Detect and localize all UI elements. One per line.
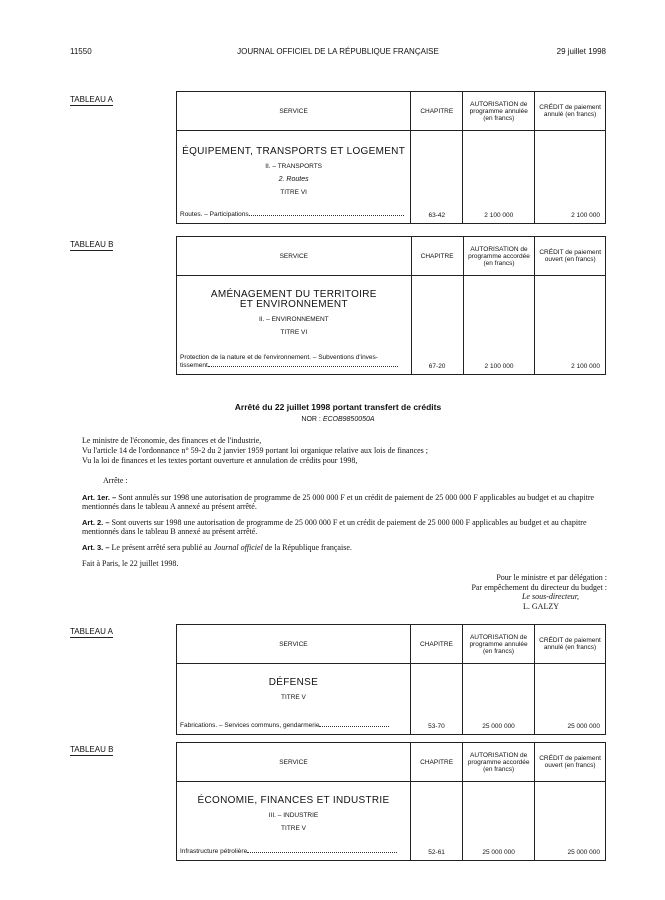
budget-line-2: tissement — [180, 362, 208, 369]
header-chapitre: CHAPITRE — [411, 743, 463, 782]
budget-table-a2 — [176, 624, 606, 735]
header-credit: CRÉDIT de paiement annulé (en francs) — [535, 92, 606, 131]
signature-block — [471, 573, 607, 611]
autorisation-value: 25 000 000 — [463, 664, 535, 735]
service-cell — [177, 276, 412, 375]
chapitre-value: 63-42 — [411, 131, 463, 224]
service-cell — [177, 664, 411, 735]
table-label: TABLEAU B — [70, 745, 114, 754]
ministry-name: ÉQUIPEMENT, TRANSPORTS ET LOGEMENT — [182, 146, 406, 157]
arrete-title: Arrêté du 22 juillet 1998 portant transfert de crédits — [234, 402, 442, 412]
preamble-3: Vu la loi de finances et les textes portant ouverture et annulation de crédits pour 1998, — [82, 456, 358, 465]
nor-code: ECOB9850050A — [322, 416, 375, 423]
section-name: III. – INDUSTRIE — [268, 812, 319, 819]
ministry-name: ÉCONOMIE, FINANCES ET INDUSTRIE — [197, 795, 390, 806]
header-autorisation: AUTORISATION de programme annulée (en francs) — [463, 92, 535, 131]
header-chapitre: CHAPITRE — [411, 92, 463, 131]
article-3 — [82, 543, 608, 552]
budget-line: Infrastructure pétrolière — [180, 848, 248, 855]
ministry-name: DÉFENSE — [268, 677, 319, 688]
section-name: II. – ENVIRONNEMENT — [258, 316, 329, 323]
header-service: SERVICE — [177, 237, 412, 276]
header-chapitre: CHAPITRE — [411, 237, 463, 276]
subsection-name: 2. Routes — [278, 176, 309, 183]
credit-value: 2 100 000 — [535, 276, 606, 375]
nor-label: NOR : — [301, 416, 321, 423]
header-service: SERVICE — [177, 92, 411, 131]
article-2-label: Art. 2. – — [82, 518, 110, 527]
article-2 — [82, 518, 608, 536]
budget-table-b1 — [176, 236, 606, 375]
service-cell — [177, 782, 411, 861]
header-credit: CRÉDIT de paiement annulé (en francs) — [535, 625, 606, 664]
journal-title: JOURNAL OFFICIEL DE LA RÉPUBLIQUE FRANÇAISE — [237, 47, 439, 56]
header-service: SERVICE — [177, 743, 411, 782]
article-1-label: Art. 1er. – — [82, 493, 117, 502]
header-credit: CRÉDIT de paiement ouvert (en francs) — [535, 743, 606, 782]
article-3-text-a: Le présent arrêté sera publié au — [111, 543, 214, 552]
issue-date: 29 juillet 1998 — [556, 47, 606, 56]
credit-value: 25 000 000 — [535, 782, 606, 861]
titre-label: TITRE VI — [280, 329, 308, 336]
preamble-2: Vu l'article 14 de l'ordonnance n° 59-2 du 2 janvier 1959 portant loi organique relative aux lois de finances ; — [82, 446, 429, 455]
article-1 — [82, 493, 608, 511]
article-3-label: Art. 3. – — [82, 543, 110, 552]
header-service: SERVICE — [177, 625, 411, 664]
budget-line-1: Protection de la nature et de l'environnement. – Subventions d'inves- — [180, 354, 378, 361]
titre-label: TITRE VI — [280, 189, 307, 196]
signature-name: L. GALZY — [523, 601, 559, 611]
service-cell — [177, 131, 411, 224]
budget-line: Fabrications. – Services communs, gendarmerie — [180, 722, 320, 729]
table-label: TABLEAU B — [70, 240, 114, 249]
signature-line-3: Le sous-directeur, — [521, 592, 579, 601]
autorisation-value: 2 100 000 — [463, 131, 535, 224]
budget-line: Routes. – Participations — [180, 211, 249, 218]
ministry-name-line1: AMÉNAGEMENT DU TERRITOIRE — [210, 289, 377, 300]
budget-table-b2 — [176, 742, 606, 861]
credit-value: 2 100 000 — [535, 131, 606, 224]
article-2-text: Sont ouverts sur 1998 une autorisation de programme de 25 000 000 F et un crédit de paiement de 25 000 000 F applicables au budget et au chapitre mentionnés dans le tableau B annexé au présent arrêté. — [82, 518, 587, 536]
chapitre-value: 67-20 — [411, 276, 463, 375]
signature-line-1: Pour le ministre et par délégation : — [496, 573, 607, 582]
chapitre-value: 53-70 — [410, 664, 462, 735]
titre-label: TITRE V — [281, 825, 306, 832]
ministry-name-line2: ET ENVIRONNEMENT — [239, 299, 348, 310]
header-autorisation: AUTORISATION de programme accordée (en francs) — [463, 237, 535, 276]
header-autorisation: AUTORISATION de programme annulée (en francs) — [463, 625, 535, 664]
article-1-text: Sont annulés sur 1998 une autorisation de programme de 25 000 000 F et un crédit de paiement de 25 000 000 F applicables au budget et au chapitre mentionnés dans le tableau A annexé au présent arrêté. — [82, 493, 595, 511]
budget-table-a1 — [176, 91, 606, 224]
autorisation-value: 25 000 000 — [463, 782, 535, 861]
chapitre-value: 52-61 — [411, 782, 463, 861]
article-3-journal: Journal officiel — [213, 543, 263, 552]
article-3-text-b: de la République française. — [262, 543, 352, 552]
header-credit: CRÉDIT de paiement ouvert (en francs) — [535, 237, 606, 276]
fait-a-paris: Fait à Paris, le 22 juillet 1998. — [82, 559, 179, 568]
signature-line-2: Par empêchement du directeur du budget : — [471, 582, 607, 592]
table-label: TABLEAU A — [70, 95, 113, 104]
credit-value: 25 000 000 — [535, 664, 606, 735]
page-number: 11550 — [70, 47, 92, 56]
preamble-1: Le ministre de l'économie, des finances et de l'industrie, — [82, 436, 262, 445]
section-name: II. – TRANSPORTS — [265, 163, 323, 170]
arrete-word: Arrête : — [103, 476, 128, 485]
header-chapitre: CHAPITRE — [410, 625, 462, 664]
nor-reference — [70, 416, 606, 423]
titre-label: TITRE V — [280, 694, 306, 701]
autorisation-value: 2 100 000 — [463, 276, 535, 375]
table-label: TABLEAU A — [70, 627, 113, 636]
header-autorisation: AUTORISATION de programme accordée (en francs) — [463, 743, 535, 782]
